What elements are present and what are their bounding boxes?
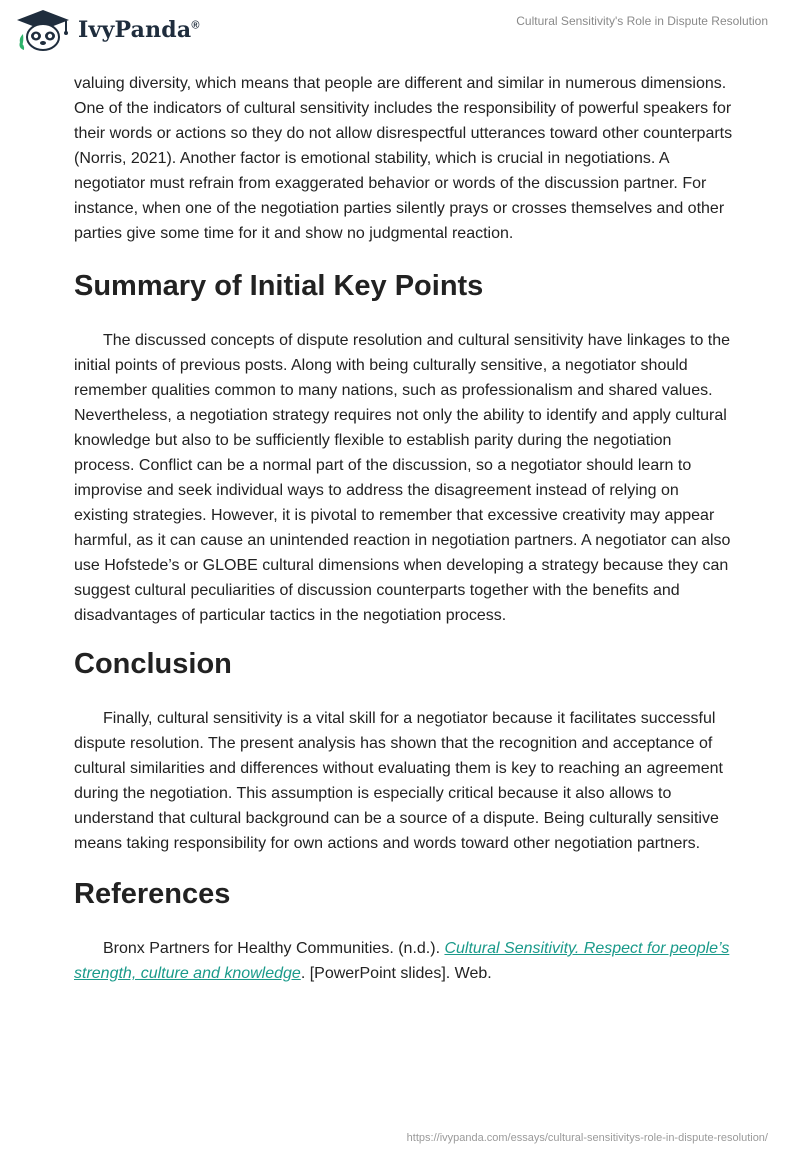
brand-logo[interactable]: [14, 8, 200, 52]
footer-url[interactable]: https://ivypanda.com/essays/cultural-sensitivitys-role-in-dispute-resolution/: [406, 1132, 768, 1144]
reference-suffix: . [PowerPoint slides]. Web.: [300, 965, 492, 982]
summary-paragraph: The discussed concepts of dispute resolution and cultural sensitivity have linkages to the initial points of previous posts. Along with being culturally sensitive, a negotiator should remember qualities common to many nations, such as professionalism and shared values. Nevertheless, a negotiation strategy requires not only the ability to identify and apply cultural knowledge but also to be sufficiently flexible to establish parity during the negotiation process. Conflict can be a normal part of the discussion, so a negotiator should learn to improvise and seek individual ways to address the disagreement instead of relying on existing strategies. However, it is pivotal to remember that excessive creativity may appear harmful, as it can cause an unintended reaction in negotiation partners. A negotiator can also use Hofstede’s or GLOBE cultural dimensions when developing a strategy because they can suggest cultural peculiarities of discussion counterparts together with the benefits and disadvantages of particular tactics in the negotiation process.: [74, 332, 731, 624]
intro-paragraph: valuing diversity, which means that people are different and similar in numerous dimensions. One of the indicators of cultural sensitivity includes the responsibility of powerful speakers for their words or actions so they do not allow disrespectful utterances toward other counterparts (Norris, 2021). Another factor is emotional stability, which is crucial in negotiations. A negotiator must refrain from exaggerated behavior or words of the discussion partner. For instance, when one of the negotiation parties silently prays or crosses themselves and other parties give some time for it and show no judgmental reaction.: [74, 75, 733, 242]
page-header: [0, 0, 800, 70]
reference-prefix: Bronx Partners for Healthy Communities. (n.d.).: [103, 940, 445, 957]
conclusion-heading: Conclusion: [74, 648, 232, 680]
document-title: Cultural Sensitivity's Role in Dispute Resolution: [516, 14, 768, 28]
essay-content: [74, 71, 734, 986]
conclusion-paragraph: Finally, cultural sensitivity is a vital skill for a negotiator because it facilitates successful dispute resolution. The present analysis has shown that the recognition and acceptance of cultural similarities and differences without evaluating them is key to reaching an agreement during the negotiation. This assumption is especially critical because it also allows to understand that cultural background can be a source of a dispute. Being culturally sensitive means taking responsibility for own actions and words toward other negotiation partners.: [74, 710, 723, 852]
reference-link[interactable]: Cultural Sensitivity. Respect for people’s strength, culture and knowledge: [74, 940, 730, 982]
summary-heading: Summary of Initial Key Points: [74, 270, 484, 302]
brand-name: IvyPanda®: [78, 17, 200, 43]
panda-graduate-icon: [14, 8, 72, 52]
references-heading: References: [74, 878, 231, 910]
reference-item: [74, 936, 734, 986]
